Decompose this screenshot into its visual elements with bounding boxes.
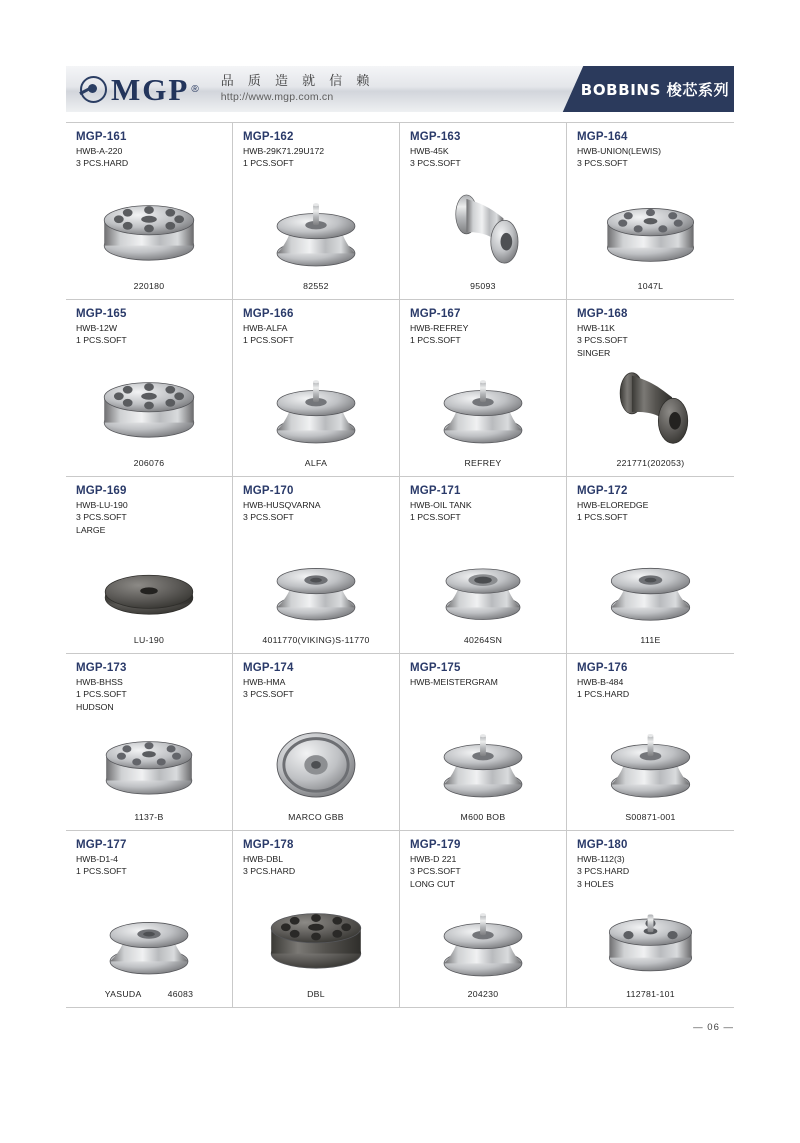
product-caption: 206076 — [133, 458, 165, 468]
product-caption: 1047L — [637, 281, 664, 291]
product-image — [410, 890, 556, 989]
bobbin-illustration — [577, 184, 724, 276]
product-spec: HWB-45K 3 PCS.SOFT — [410, 146, 461, 169]
product-caption: M600 BOB — [460, 812, 506, 822]
product-code: MGP-173 — [76, 662, 127, 674]
product-spec: HWB-HUSQVARNA 3 PCS.SOFT — [243, 500, 321, 523]
section-title: BOBBINS 梭芯系列 — [580, 80, 730, 99]
bobbin-illustration — [410, 894, 556, 986]
bobbin-illustration — [410, 538, 556, 630]
product-cell[interactable] — [233, 300, 400, 476]
product-spec: HWB-ELOREDGE 1 PCS.SOFT — [577, 500, 649, 523]
product-spec: HWB-HMA 3 PCS.SOFT — [243, 677, 294, 700]
product-row — [66, 300, 734, 477]
product-caption: 112781-101 — [626, 989, 675, 999]
product-spec: HWB-DBL 3 PCS.HARD — [243, 854, 296, 877]
product-image — [76, 356, 222, 458]
product-image — [243, 533, 389, 635]
product-image — [577, 179, 724, 281]
product-spec: HWB-11K 3 PCS.SOFT SINGER — [577, 323, 628, 358]
product-caption: 111E — [640, 635, 661, 645]
product-spec: HWB-ALFA 1 PCS.SOFT — [243, 323, 294, 346]
product-code: MGP-167 — [410, 308, 461, 320]
product-image — [76, 887, 222, 989]
product-cell[interactable] — [567, 477, 734, 653]
product-image — [76, 179, 222, 281]
product-caption: 95093 — [470, 281, 496, 291]
product-image — [76, 536, 222, 635]
product-cell[interactable] — [567, 123, 734, 299]
product-image — [577, 710, 724, 812]
product-image — [410, 710, 556, 812]
product-row — [66, 477, 734, 654]
product-caption: YASUDA 46083 — [104, 989, 194, 999]
product-image — [410, 356, 556, 458]
product-cell[interactable] — [66, 477, 233, 653]
page-footer: — 06 — — [693, 1022, 734, 1033]
product-cell[interactable] — [400, 831, 567, 1007]
product-caption: 204230 — [467, 989, 499, 999]
product-spec: HWB-OIL TANK 1 PCS.SOFT — [410, 500, 472, 523]
product-caption: REFREY — [464, 458, 502, 468]
product-spec: HWB-12W 1 PCS.SOFT — [76, 323, 127, 346]
product-cell[interactable] — [400, 123, 567, 299]
product-cell[interactable] — [400, 477, 567, 653]
product-image — [577, 533, 724, 635]
product-caption: 1137-B — [134, 812, 164, 822]
product-code: MGP-168 — [577, 308, 628, 320]
product-code: MGP-175 — [410, 662, 461, 674]
bobbin-illustration — [243, 892, 389, 984]
mgp-emblem-icon — [80, 76, 107, 103]
bobbin-illustration — [243, 361, 389, 453]
product-code: MGP-169 — [76, 485, 127, 497]
product-code: MGP-161 — [76, 131, 127, 143]
product-cell[interactable] — [400, 654, 567, 830]
product-cell[interactable] — [66, 300, 233, 476]
bobbin-illustration — [76, 540, 222, 632]
product-image — [577, 359, 724, 458]
bobbin-illustration — [577, 538, 724, 630]
product-spec: HWB-112(3) 3 PCS.HARD 3 HOLES — [577, 854, 630, 889]
product-cell[interactable] — [233, 123, 400, 299]
logo-text: MGP — [111, 71, 190, 107]
bobbin-illustration — [577, 894, 724, 986]
bobbin-illustration — [577, 715, 724, 807]
bobbin-illustration — [76, 184, 222, 276]
product-image — [243, 356, 389, 458]
product-code: MGP-178 — [243, 839, 294, 851]
product-code: MGP-163 — [410, 131, 461, 143]
product-caption: MARCO GBB — [288, 812, 344, 822]
product-image — [243, 887, 389, 989]
product-grid — [66, 122, 734, 1008]
product-spec: HWB-REFREY 1 PCS.SOFT — [410, 323, 469, 346]
product-cell[interactable] — [567, 654, 734, 830]
product-cell[interactable] — [567, 300, 734, 476]
product-image — [577, 890, 724, 989]
product-code: MGP-172 — [577, 485, 628, 497]
product-row — [66, 831, 734, 1008]
product-spec: HWB-B-484 1 PCS.HARD — [577, 677, 630, 700]
product-code: MGP-170 — [243, 485, 294, 497]
product-image — [243, 710, 389, 812]
product-image — [76, 713, 222, 812]
product-spec: HWB-BHSS 1 PCS.SOFT HUDSON — [76, 677, 127, 712]
bobbin-illustration — [410, 715, 556, 807]
product-code: MGP-171 — [410, 485, 461, 497]
product-code: MGP-162 — [243, 131, 294, 143]
product-caption: ALFA — [304, 458, 328, 468]
product-cell[interactable] — [233, 654, 400, 830]
product-caption: DBL — [307, 989, 325, 999]
bobbin-illustration — [577, 363, 724, 455]
slogan-block — [221, 74, 375, 103]
product-spec: HWB-LU-190 3 PCS.SOFT LARGE — [76, 500, 128, 535]
product-caption: 40264SN — [463, 635, 503, 645]
product-spec: HWB-D 221 3 PCS.SOFT LONG CUT — [410, 854, 461, 889]
product-cell[interactable] — [567, 831, 734, 1007]
bobbin-illustration — [76, 361, 222, 453]
product-spec: HWB-UNION(LEWIS) 3 PCS.SOFT — [577, 146, 661, 169]
product-spec: HWB-29K71.29U172 1 PCS.SOFT — [243, 146, 325, 169]
product-code: MGP-166 — [243, 308, 294, 320]
product-row — [66, 123, 734, 300]
bobbin-illustration — [410, 184, 556, 276]
product-caption: 82552 — [303, 281, 329, 291]
product-caption: 221771(202053) — [616, 458, 685, 468]
product-code: MGP-164 — [577, 131, 628, 143]
product-image — [410, 533, 556, 635]
bobbin-illustration — [243, 184, 389, 276]
product-cell[interactable] — [66, 123, 233, 299]
product-caption: 220180 — [133, 281, 165, 291]
product-code: MGP-180 — [577, 839, 628, 851]
product-cell[interactable] — [66, 654, 233, 830]
website-url: http://www.mgp.com.cn — [220, 90, 334, 103]
product-caption: LU-190 — [133, 635, 165, 645]
product-cell[interactable] — [233, 477, 400, 653]
page-header — [66, 66, 734, 112]
product-cell[interactable] — [233, 831, 400, 1007]
product-caption: 4011770(VIKING)S-11770 — [262, 635, 370, 645]
bobbin-illustration — [243, 715, 389, 807]
catalog-page — [0, 66, 800, 1143]
product-image — [243, 179, 389, 281]
brand-bar — [66, 66, 550, 112]
bobbin-illustration — [243, 538, 389, 630]
product-spec: HWB-A-220 3 PCS.HARD — [76, 146, 129, 169]
product-row — [66, 654, 734, 831]
product-caption: S00871-001 — [625, 812, 676, 822]
product-spec: HWB-D1-4 1 PCS.SOFT — [76, 854, 127, 877]
bobbin-illustration — [76, 892, 222, 984]
bobbin-illustration — [76, 717, 222, 809]
product-spec: HWB-MEISTERGRAM — [410, 677, 498, 687]
product-code: MGP-165 — [76, 308, 127, 320]
product-image — [410, 179, 556, 281]
bobbin-illustration — [410, 361, 556, 453]
registered-mark-icon: ® — [191, 83, 199, 95]
product-code: MGP-179 — [410, 839, 461, 851]
product-cell[interactable] — [66, 831, 233, 1007]
product-code: MGP-174 — [243, 662, 294, 674]
product-code: MGP-177 — [76, 839, 127, 851]
slogan-chinese: 品 质 造 就 信 赖 — [220, 74, 375, 90]
logo — [80, 71, 199, 107]
product-cell[interactable] — [400, 300, 567, 476]
product-code: MGP-176 — [577, 662, 628, 674]
